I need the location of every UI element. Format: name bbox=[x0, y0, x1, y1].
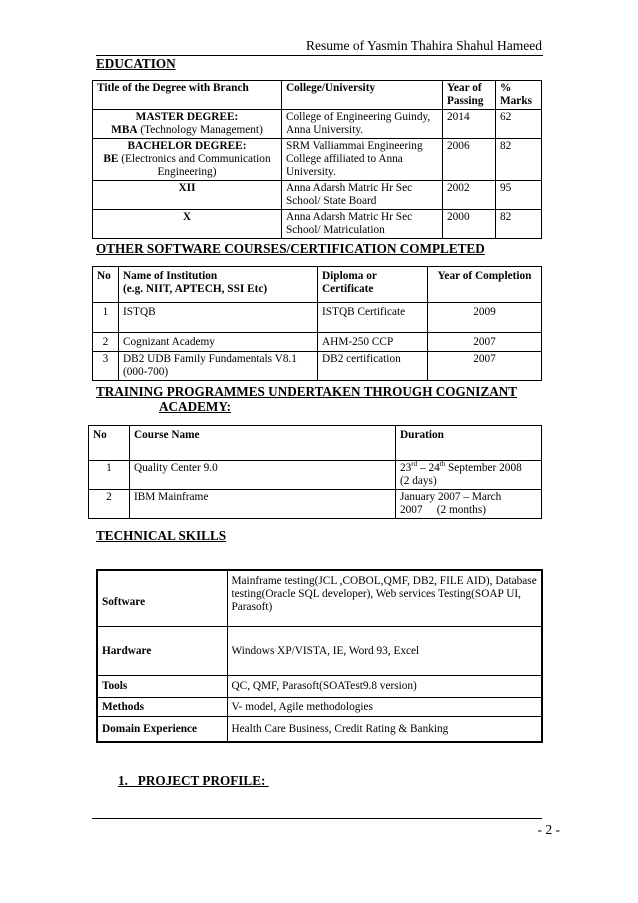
year-cell: 2007 bbox=[428, 333, 542, 352]
institution-cell: DB2 UDB Family Fundamentals V8.1 (000-700) bbox=[119, 352, 318, 381]
skill-label: Software bbox=[97, 570, 227, 627]
table-header-row bbox=[93, 81, 542, 110]
col-header-no: No bbox=[89, 426, 130, 461]
year-cell: 2006 bbox=[443, 139, 496, 181]
col-header-duration: Duration bbox=[396, 426, 542, 461]
col-header-course: Course Name bbox=[130, 426, 396, 461]
courses-heading: OTHER SOFTWARE COURSES/CERTIFICATION COMPLETED bbox=[96, 241, 485, 256]
table-row bbox=[93, 139, 542, 181]
education-heading: EDUCATION bbox=[96, 56, 176, 71]
year-cell: 2009 bbox=[428, 303, 542, 333]
institution-cell: Cognizant Academy bbox=[119, 333, 318, 352]
col-header-institution bbox=[119, 267, 318, 303]
col-header-degree: Title of the Degree with Branch bbox=[93, 81, 282, 110]
col-header-no: No bbox=[93, 267, 119, 303]
skills-table bbox=[96, 569, 543, 743]
skill-label: Tools bbox=[97, 676, 227, 698]
col-header-year: Year of Completion bbox=[428, 267, 542, 303]
year-cell: 2007 bbox=[428, 352, 542, 381]
marks-cell: 82 bbox=[496, 139, 542, 181]
table-row bbox=[89, 490, 542, 519]
degree-abbr: MBA bbox=[111, 124, 138, 136]
duration-range: January 2007 – March bbox=[400, 491, 502, 503]
training-heading: TRAINING PROGRAMMES UNDERTAKEN THROUGH COGNIZANT bbox=[96, 384, 518, 399]
college-cell: SRM Valliammai Engineering College affiliated to Anna University. bbox=[282, 139, 443, 181]
skill-label: Methods bbox=[97, 698, 227, 717]
col-header-year: Year of Passing bbox=[443, 81, 496, 110]
table-row bbox=[97, 627, 542, 676]
ordinal-suffix: th bbox=[439, 460, 446, 469]
diploma-cell: AHM-250 CCP bbox=[318, 333, 428, 352]
degree-cell: X bbox=[93, 210, 282, 239]
table-row bbox=[89, 461, 542, 490]
duration-length: 2007 (2 months) bbox=[400, 504, 486, 516]
table-row bbox=[93, 210, 542, 239]
table-row bbox=[97, 698, 542, 717]
degree-title: MASTER DEGREE: bbox=[135, 111, 239, 123]
skill-value: Mainframe testing(JCL ,COBOL,QMF, DB2, FILE AID), Database testing(Oracle SQL developer), Web services Testing(SOAP UI, Parasoft) bbox=[227, 570, 542, 627]
year-cell: 2002 bbox=[443, 181, 496, 210]
footer-rule bbox=[92, 818, 542, 819]
no-cell: 2 bbox=[89, 490, 130, 519]
table-row bbox=[93, 303, 542, 333]
marks-cell: 95 bbox=[496, 181, 542, 210]
table-row bbox=[93, 110, 542, 139]
skill-value: Windows XP/VISTA, IE, Word 93, Excel bbox=[227, 627, 542, 676]
duration-length: (2 days) bbox=[400, 475, 437, 487]
training-table bbox=[88, 425, 542, 519]
diploma-cell: ISTQB Certificate bbox=[318, 303, 428, 333]
table-header-row bbox=[89, 426, 542, 461]
institution-subheader: (e.g. NIIT, APTECH, SSI Etc) bbox=[123, 283, 268, 295]
project-profile-heading: 1. PROJECT PROFILE: bbox=[118, 773, 269, 788]
degree-abbr: BE bbox=[103, 153, 119, 165]
college-cell: Anna Adarsh Matric Hr Sec School/ Matriculation bbox=[282, 210, 443, 239]
ordinal-suffix: rd bbox=[411, 460, 418, 469]
degree-cell bbox=[93, 139, 282, 181]
degree-title: BACHELOR DEGREE: bbox=[127, 140, 247, 152]
degree-detail: (Electronics and Communication Engineering) bbox=[118, 153, 271, 178]
duration-end-day: – 24 bbox=[417, 462, 440, 474]
duration-start-day: 23 bbox=[400, 462, 412, 474]
diploma-cell: DB2 certification bbox=[318, 352, 428, 381]
year-cell: 2000 bbox=[443, 210, 496, 239]
table-row bbox=[93, 333, 542, 352]
institution-header: Name of Institution bbox=[123, 270, 218, 282]
skill-value: Health Care Business, Credit Rating & Banking bbox=[227, 717, 542, 743]
skills-heading: TECHNICAL SKILLS bbox=[96, 528, 227, 543]
col-header-marks: % Marks bbox=[496, 81, 542, 110]
duration-cell bbox=[396, 461, 542, 490]
table-header-row bbox=[93, 267, 542, 303]
table-row bbox=[93, 352, 542, 381]
college-cell: College of Engineering Guindy, Anna University. bbox=[282, 110, 443, 139]
training-heading-line2: ACADEMY: bbox=[159, 399, 232, 414]
skill-value: QC, QMF, Parasoft(SOATest9.8 version) bbox=[227, 676, 542, 698]
course-cell: IBM Mainframe bbox=[130, 490, 396, 519]
degree-cell: XII bbox=[93, 181, 282, 210]
no-cell: 2 bbox=[93, 333, 119, 352]
education-table bbox=[92, 80, 542, 239]
no-cell: 1 bbox=[93, 303, 119, 333]
table-row bbox=[97, 676, 542, 698]
no-cell: 1 bbox=[89, 461, 130, 490]
page-number: - 2 - bbox=[537, 822, 560, 837]
marks-cell: 82 bbox=[496, 210, 542, 239]
duration-month: September 2008 bbox=[445, 462, 522, 474]
skill-label: Domain Experience bbox=[97, 717, 227, 743]
degree-detail: (Technology Management) bbox=[137, 124, 263, 136]
duration-cell bbox=[396, 490, 542, 519]
col-header-diploma: Diploma or Certificate bbox=[318, 267, 428, 303]
running-title: Resume of Yasmin Thahira Shahul Hameed bbox=[306, 38, 542, 53]
table-row bbox=[97, 717, 542, 743]
table-row bbox=[97, 570, 542, 627]
courses-table bbox=[92, 266, 542, 381]
year-cell: 2014 bbox=[443, 110, 496, 139]
skill-value: V- model, Agile methodologies bbox=[227, 698, 542, 717]
skill-label: Hardware bbox=[97, 627, 227, 676]
col-header-college: College/University bbox=[282, 81, 443, 110]
table-row bbox=[93, 181, 542, 210]
degree-cell bbox=[93, 110, 282, 139]
no-cell: 3 bbox=[93, 352, 119, 381]
marks-cell: 62 bbox=[496, 110, 542, 139]
college-cell: Anna Adarsh Matric Hr Sec School/ State Board bbox=[282, 181, 443, 210]
institution-cell: ISTQB bbox=[119, 303, 318, 333]
course-cell: Quality Center 9.0 bbox=[130, 461, 396, 490]
